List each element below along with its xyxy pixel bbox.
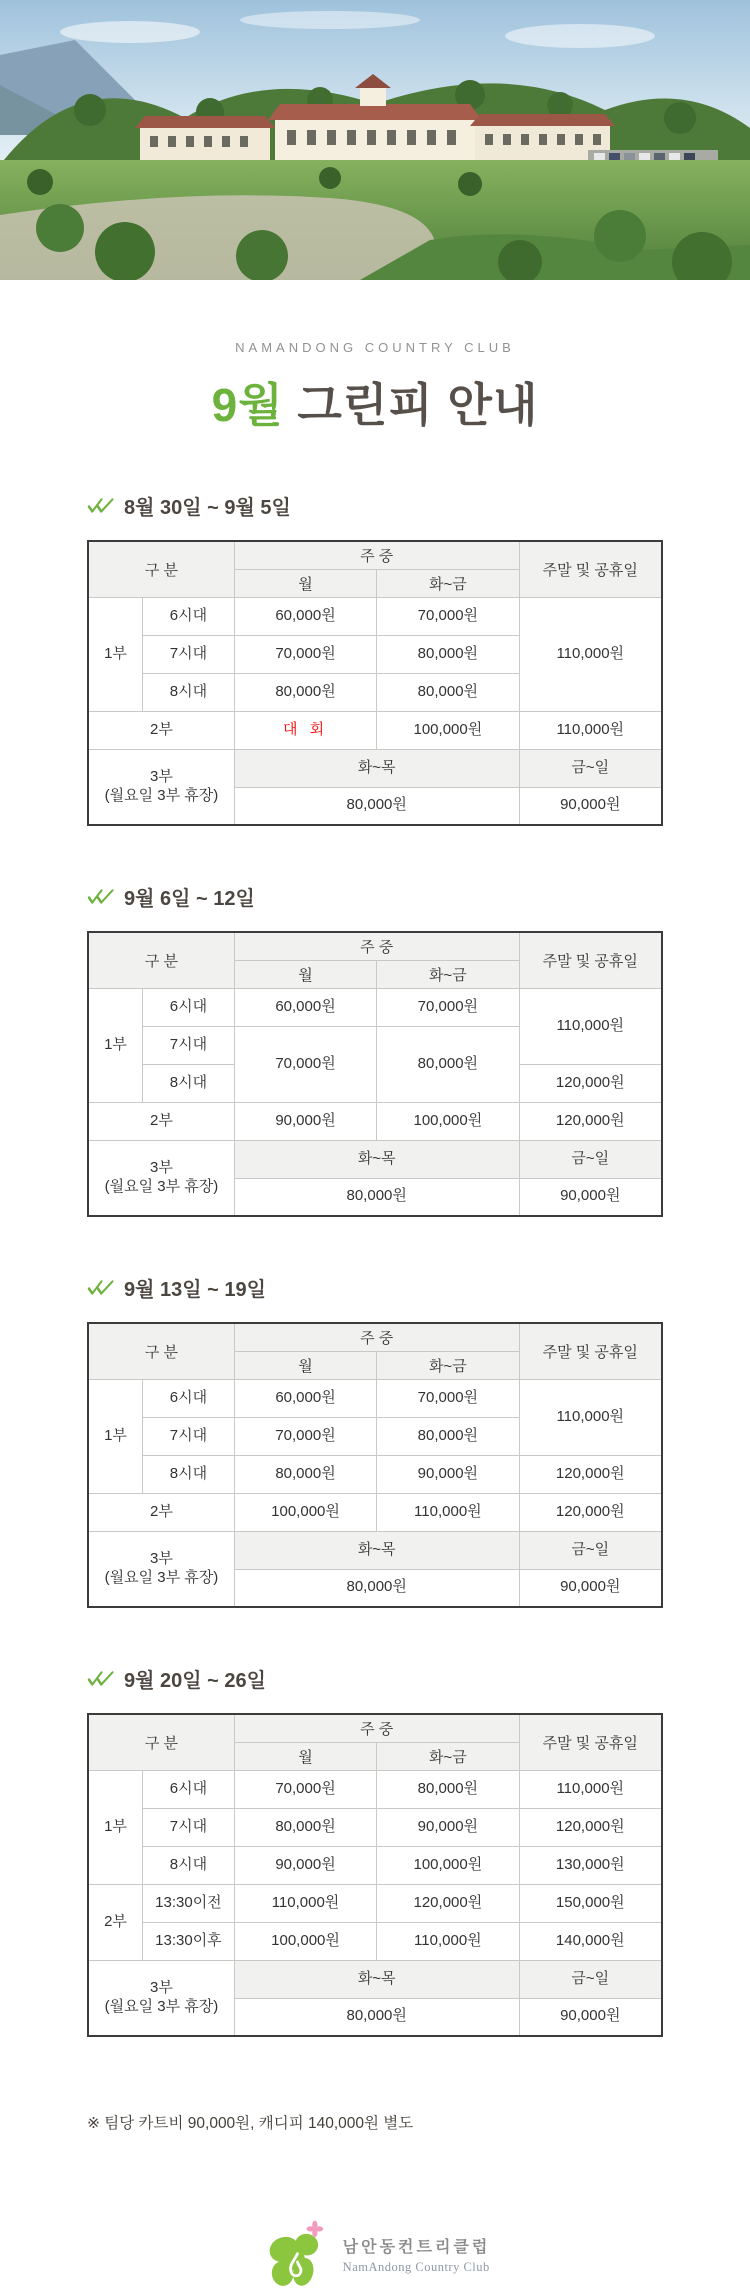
- fee-table-header-cell: 월: [234, 960, 376, 988]
- double-check-icon: [85, 1279, 116, 1297]
- fee-table-header-cell: 주말 및 공휴일: [519, 1323, 662, 1379]
- fee-table-cell: 120,000원: [377, 1884, 519, 1922]
- fee-table-cell: 13:30이후: [143, 1922, 235, 1960]
- fee-table-header-cell: 주 중: [234, 932, 519, 960]
- fee-table-cell: 100,000원: [377, 1846, 519, 1884]
- section-heading: [87, 882, 663, 911]
- fee-table-cell: 6시대: [143, 597, 235, 635]
- fee-table-cell: 80,000원: [234, 1808, 376, 1846]
- fee-table-header-cell: 월: [234, 1351, 376, 1379]
- fee-table-cell: 7시대: [143, 635, 235, 673]
- fee-table-cell: 90,000원: [377, 1808, 519, 1846]
- clover-flower-logo-icon: [260, 2219, 330, 2295]
- fee-table-cell: 1부: [88, 597, 143, 711]
- green-fee-table: [87, 540, 663, 826]
- fee-table-cell: 60,000원: [234, 988, 376, 1026]
- fee-table-header-cell: 주말 및 공휴일: [519, 541, 662, 597]
- fee-table-cell: 대 회: [234, 711, 376, 749]
- fee-table-header-cell: 주말 및 공휴일: [519, 1714, 662, 1770]
- section-heading-label: 8월 30일 ~ 9월 5일: [124, 497, 291, 519]
- fee-table-header-cell: 화~금: [377, 569, 519, 597]
- green-fee-table: [87, 1322, 663, 1608]
- fee-section-week1: [87, 491, 663, 826]
- fee-table-cell: 90,000원: [234, 1102, 376, 1140]
- section-heading: [87, 491, 663, 520]
- fee-table-cell: 120,000원: [519, 1102, 662, 1140]
- fee-table-cell: 금~일: [519, 1531, 662, 1569]
- fee-table-cell: 13:30이전: [143, 1884, 235, 1922]
- fee-table-cell: 80,000원: [377, 635, 519, 673]
- fee-table-cell: 1부: [88, 988, 143, 1102]
- fee-table-cell: 화~목: [234, 1960, 519, 1998]
- fee-table-cell: 80,000원: [377, 1026, 519, 1102]
- fee-table-cell: 금~일: [519, 1960, 662, 1998]
- fee-table-cell: 90,000원: [377, 1455, 519, 1493]
- masthead: [0, 340, 750, 435]
- fee-table-header-cell: 화~금: [377, 1742, 519, 1770]
- fee-table-cell: 110,000원: [519, 711, 662, 749]
- section-heading-label: 9월 6일 ~ 12일: [124, 888, 255, 910]
- fee-table-cell: 6시대: [143, 988, 235, 1026]
- fee-table-header-cell: 주 중: [234, 1323, 519, 1351]
- brand-line: NAMANDONG COUNTRY CLUB: [235, 340, 515, 355]
- fee-table-header-cell: 주 중: [234, 1714, 519, 1742]
- fee-table-cell: 6시대: [143, 1379, 235, 1417]
- fee-table-cell: 6시대: [143, 1770, 235, 1808]
- fee-table-cell: 90,000원: [519, 1569, 662, 1607]
- fee-table-cell: 70,000원: [377, 988, 519, 1026]
- fee-table-cell: 90,000원: [234, 1846, 376, 1884]
- fee-table-cell: 1부: [88, 1379, 143, 1493]
- fee-table-cell: 3부 (월요일 3부 휴장): [88, 749, 234, 825]
- double-check-icon: [85, 497, 116, 515]
- fee-table-cell: 90,000원: [519, 1178, 662, 1216]
- fee-table-cell: 70,000원: [377, 1379, 519, 1417]
- fee-table-header-cell: 주말 및 공휴일: [519, 932, 662, 988]
- fee-table-cell: 8시대: [143, 1455, 235, 1493]
- fee-section-week3: [87, 1273, 663, 1608]
- fee-table-cell: 130,000원: [519, 1846, 662, 1884]
- fee-table-cell: 1부: [88, 1770, 143, 1884]
- fee-table-cell: 120,000원: [519, 1455, 662, 1493]
- fee-table-cell: 100,000원: [234, 1922, 376, 1960]
- green-fee-table: [87, 1713, 663, 2037]
- country-club-photo: [0, 0, 750, 280]
- fee-table-cell: 140,000원: [519, 1922, 662, 1960]
- section-heading-label: 9월 13일 ~ 19일: [124, 1279, 266, 1301]
- page-title: [0, 369, 750, 435]
- fee-table-cell: 110,000원: [519, 597, 662, 711]
- footer-logo-english: NamAndong Country Club: [342, 2260, 490, 2275]
- fee-table-cell: 7시대: [143, 1417, 235, 1455]
- fee-table-cell: 90,000원: [519, 1998, 662, 2036]
- fee-table-header-cell: 구 분: [88, 1323, 234, 1379]
- section-heading: [87, 1664, 663, 1693]
- footer-logo-text: [343, 2239, 491, 2276]
- fee-table-cell: 3부 (월요일 3부 휴장): [88, 1960, 234, 2036]
- fee-table-cell: 60,000원: [234, 597, 376, 635]
- fee-table-cell: 80,000원: [234, 1178, 519, 1216]
- fee-table-cell: 8시대: [143, 673, 235, 711]
- fee-table-cell: 80,000원: [234, 1998, 519, 2036]
- fee-table-cell: 110,000원: [519, 988, 662, 1064]
- fee-table-cell: 금~일: [519, 1140, 662, 1178]
- fee-table-cell: 120,000원: [519, 1808, 662, 1846]
- fee-table-cell: 110,000원: [377, 1922, 519, 1960]
- fee-table-cell: 70,000원: [377, 597, 519, 635]
- fee-table-cell: 2부: [88, 1493, 234, 1531]
- section-heading: [87, 1273, 663, 1302]
- fee-table-cell: 3부 (월요일 3부 휴장): [88, 1531, 234, 1607]
- fee-table-cell: 8시대: [143, 1846, 235, 1884]
- fee-table-cell: 70,000원: [234, 1026, 376, 1102]
- fee-table-cell: 120,000원: [519, 1064, 662, 1102]
- fee-table-cell: 100,000원: [234, 1493, 376, 1531]
- page-title-rest: 그린피 안내: [297, 379, 539, 431]
- double-check-icon: [85, 888, 116, 906]
- fee-table-header-cell: 화~금: [377, 960, 519, 988]
- fee-table-cell: 3부 (월요일 3부 휴장): [88, 1140, 234, 1216]
- content-area: [87, 491, 663, 2037]
- fee-table-cell: 7시대: [143, 1026, 235, 1064]
- fee-table-cell: 화~목: [234, 1140, 519, 1178]
- fee-table-cell: 80,000원: [377, 1417, 519, 1455]
- fee-section-week2: [87, 882, 663, 1217]
- fee-table-cell: 150,000원: [519, 1884, 662, 1922]
- fee-table-cell: 100,000원: [377, 711, 519, 749]
- fee-table-cell: 90,000원: [519, 787, 662, 825]
- fee-table-cell: 70,000원: [234, 1417, 376, 1455]
- fee-table-cell: 100,000원: [377, 1102, 519, 1140]
- fee-table-header-cell: 월: [234, 569, 376, 597]
- footer-logo: [0, 2219, 750, 2295]
- fee-table-header-cell: 화~금: [377, 1351, 519, 1379]
- fee-table-cell: 80,000원: [234, 1455, 376, 1493]
- fee-table-cell: 화~목: [234, 749, 519, 787]
- green-fee-table: [87, 931, 663, 1217]
- fee-table-cell: 2부: [88, 711, 234, 749]
- fee-table-cell: 화~목: [234, 1531, 519, 1569]
- fee-table-cell: 110,000원: [234, 1884, 376, 1922]
- fee-table-header-cell: 구 분: [88, 932, 234, 988]
- fee-table-cell: 7시대: [143, 1808, 235, 1846]
- fee-table-cell: 110,000원: [519, 1770, 662, 1808]
- fee-table-cell: 60,000원: [234, 1379, 376, 1417]
- fee-table-cell: 80,000원: [377, 673, 519, 711]
- fee-table-cell: 금~일: [519, 749, 662, 787]
- fee-table-cell: 80,000원: [377, 1770, 519, 1808]
- section-heading-label: 9월 20일 ~ 26일: [124, 1670, 266, 1692]
- fee-table-cell: 70,000원: [234, 1770, 376, 1808]
- fee-table-cell: 120,000원: [519, 1493, 662, 1531]
- fee-section-week4: [87, 1664, 663, 2037]
- fee-table-cell: 2부: [88, 1102, 234, 1140]
- fee-table-cell: 70,000원: [234, 635, 376, 673]
- fee-table-header-cell: 구 분: [88, 1714, 234, 1770]
- footer-logo-korean: 남안동컨트리클럽: [342, 2238, 491, 2256]
- fee-table-header-cell: 주 중: [234, 541, 519, 569]
- fee-table-cell: 2부: [88, 1884, 143, 1960]
- fee-table-cell: 80,000원: [234, 787, 519, 825]
- double-check-icon: [85, 1670, 116, 1688]
- fee-table-cell: 80,000원: [234, 1569, 519, 1607]
- fee-table-cell: 110,000원: [377, 1493, 519, 1531]
- fee-table-cell: 80,000원: [234, 673, 376, 711]
- page-title-month: 9월: [211, 379, 284, 431]
- fee-table-header-cell: 월: [234, 1742, 376, 1770]
- fee-table-cell: 8시대: [143, 1064, 235, 1102]
- cart-caddie-footnote: ※ 팀당 카트비 90,000원, 캐디피 140,000원 별도: [87, 2115, 414, 2132]
- fee-table-cell: 110,000원: [519, 1379, 662, 1455]
- fee-table-header-cell: 구 분: [88, 541, 234, 597]
